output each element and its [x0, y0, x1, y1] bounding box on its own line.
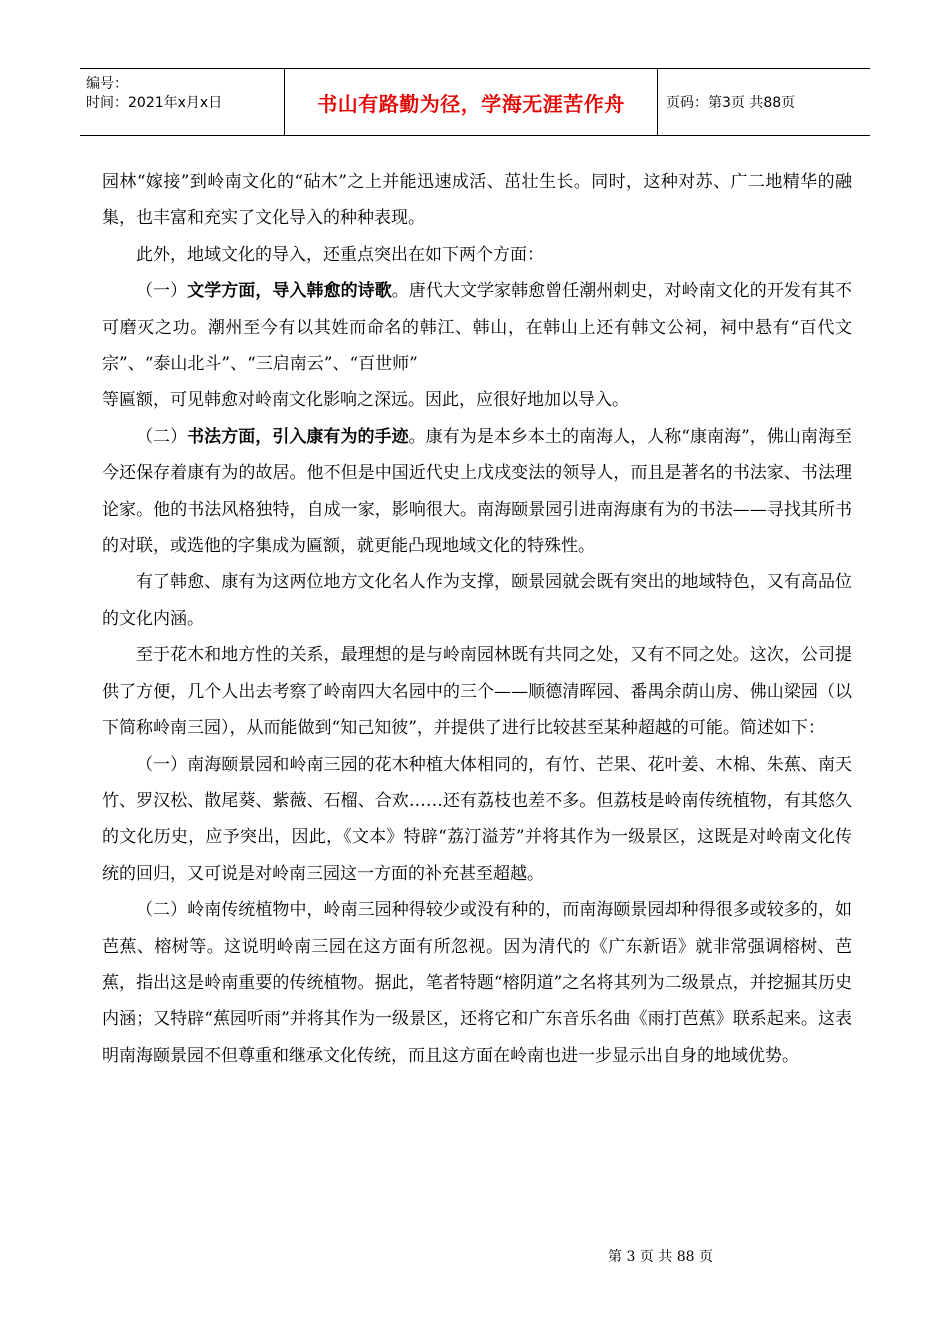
page-header — [80, 68, 870, 136]
paragraph-prefix: （一） — [136, 281, 188, 302]
paragraph-3 — [102, 273, 852, 382]
paragraph-1 — [102, 164, 852, 237]
paragraph-6 — [102, 564, 852, 637]
paragraph-text: 此外，地域文化的导入，还重点突出在如下两个方面： — [136, 244, 544, 265]
date-label: 时间：2021年x月x日 — [86, 95, 223, 111]
paragraph-7 — [102, 637, 852, 746]
paragraph-prefix: （二） — [136, 426, 188, 447]
page-footer: 第 3 页 共 88 页 — [608, 1249, 713, 1265]
header-meta — [80, 69, 285, 135]
header-page-info: 页码：第3页 共88页 — [666, 95, 796, 111]
paragraph-8 — [102, 747, 852, 893]
paragraph-4 — [102, 382, 852, 418]
paragraph-9 — [102, 892, 852, 1074]
paragraph-5 — [102, 419, 852, 565]
document-body — [102, 164, 852, 1074]
header-motto: 书山有路勤为径，学海无涯苦作舟 — [285, 69, 658, 135]
paragraph-heading: 文学方面，导入韩愈的诗歌 — [187, 281, 392, 302]
paragraph-heading: 书法方面，引入康有为的手迹 — [187, 426, 409, 447]
paragraph-text: 至于花木和地方性的关系，最理想的是与岭南园林既有共同之处，又有不同之处。这次，公司提供了方便，几个人出去考察了岭南四大名园中的三个——顺德清晖园、番禺余荫山房、佛山梁园（以下简称岭南三园），从而能做到“知己知彼”，并提供了进行比较甚至某种超越的可能。简述如下： — [102, 645, 852, 739]
paragraph-text: 。康有为是本乡本土的南海人，人称“康南海”，佛山南海至今还保存着康有为的故居。他不但是中国近代史上戊戌变法的领导人，而且是著名的书法家、书法理论家。他的书法风格独特，自成一家，影响很大。南海颐景园引进南海康有为的书法——寻找其所书的对联，或选他的字集成为匾额，就更能凸现地域文化的特殊性。 — [102, 426, 853, 557]
paragraph-text: 。唐代大文学家韩愈曾任潮州刺史，对岭南文化的开发有其不可磨灭之功。潮州至今有以其姓而命名的韩江、韩山，在韩山上还有韩文公祠，祠中悬有“百代文宗”、“泰山北斗”、“三启南云”、“百世师” — [102, 281, 853, 375]
paragraph-text: （二）岭南传统植物中，岭南三园种得较少或没有种的，而南海颐景园却种得很多或较多的，如芭蕉、榕树等。这说明岭南三园在这方面有所忽视。因为清代的《广东新语》就非常强调榕树、芭蕉，指出这是岭南重要的传统植物。据此，笔者特题“榕阴道”之名将其列为二级景点，并挖掘其历史内涵；又特辟“蕉园听雨”并将其作为一级景区，还将它和广东音乐名曲《雨打芭蕉》联系起来。这表明南海颐景园不但尊重和继承文化传统，而且这方面在岭南也进一步显示出自身的地域优势。 — [102, 900, 852, 1066]
paragraph-text: 有了韩愈、康有为这两位地方文化名人作为支撑，颐景园就会既有突出的地域特色，又有高品位的文化内涵。 — [102, 572, 852, 629]
number-label: 编号： — [86, 76, 128, 92]
paragraph-text: （一）南海颐景园和岭南三园的花木种植大体相同的，有竹、芒果、花叶姜、木棉、朱蕉、南天竹、罗汉松、散尾葵、紫薇、石榴、合欢……还有荔枝也差不多。但荔枝是岭南传统植物，有其悠久的文化历史，应予突出，因此，《文本》特辟“荔汀溢芳”并将其作为一级景区，这既是对岭南文化传统的回归，又可说是对岭南三园这一方面的补充甚至超越。 — [102, 754, 852, 884]
paragraph-text: 等匾额，可见韩愈对岭南文化影响之深远。因此，应很好地加以导入。 — [102, 390, 629, 411]
paragraph-text: 园林“嫁接”到岭南文化的“砧木”之上并能迅速成活、茁壮生长。同时，这种对苏、广二地精华的融集，也丰富和充实了文化导入的种种表现。 — [102, 172, 852, 229]
paragraph-2 — [102, 237, 852, 273]
